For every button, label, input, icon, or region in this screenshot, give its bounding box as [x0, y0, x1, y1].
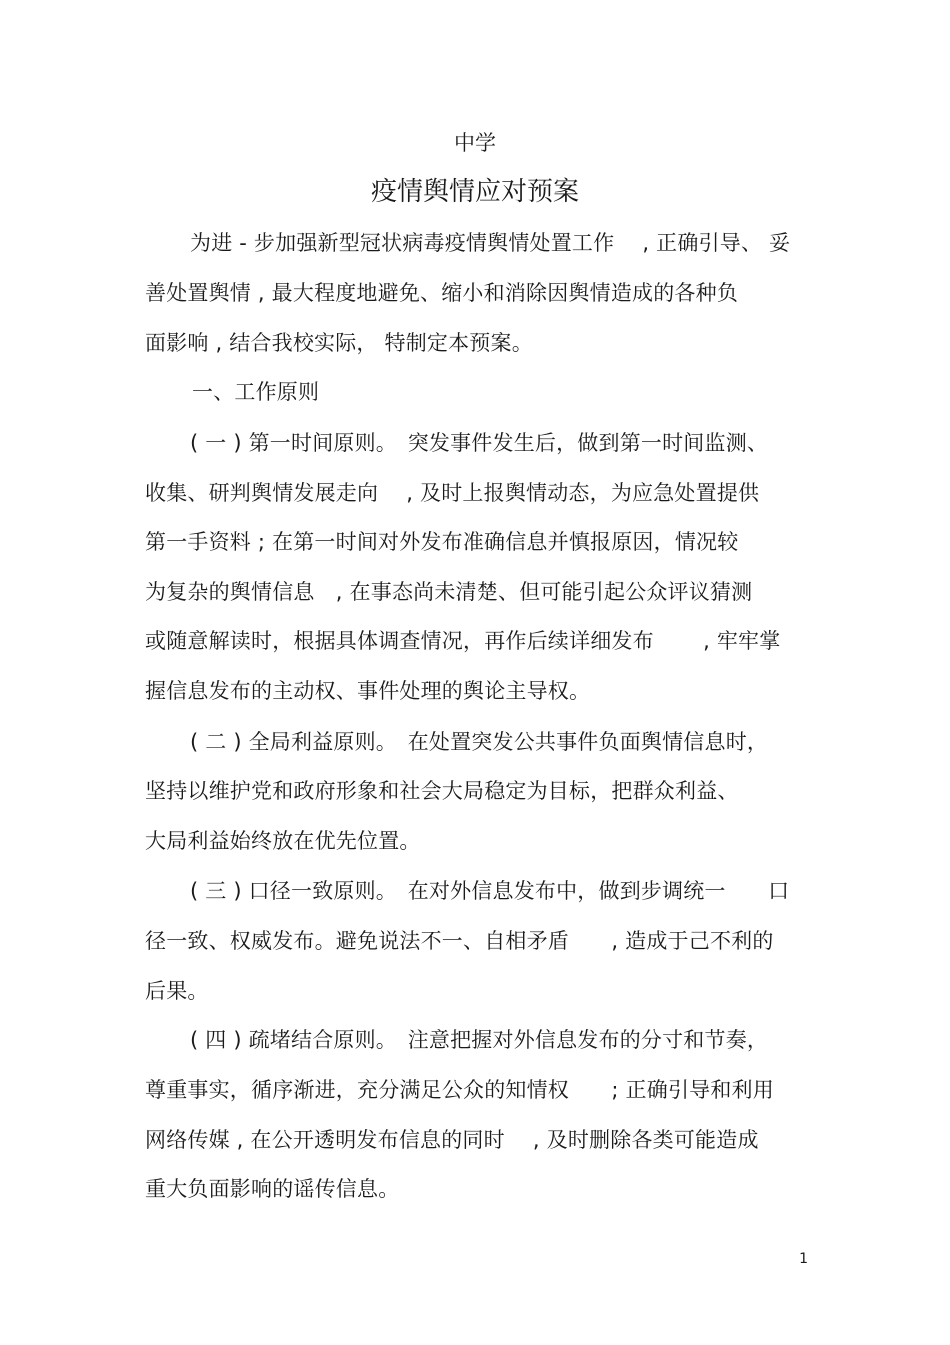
- principle-1-line-2: 收集、研判舆情发展走向 , 及时上报舆情动态，为应急处置提供: [145, 481, 760, 505]
- intro-line-1: 为进 - 步加强新型冠状病毒疫情舆情处置工作 , 正确引导、 妥: [190, 231, 791, 255]
- principle-3-line-3: 后果。: [145, 979, 209, 1003]
- principle-4-line-1: ( 四 ) 疏堵结合原则。 注意把握对外信息发布的分寸和节奏，: [190, 1028, 769, 1052]
- principle-3-line-2: 径一致、权威发布。避免说法不一、自相矛盾 , 造成于己不利的: [145, 929, 774, 953]
- school-name: 中学: [454, 131, 496, 155]
- intro-line-3: 面影响 , 结合我校实际， 特制定本预案。: [145, 331, 533, 355]
- section-heading: 一、工作原则: [192, 380, 320, 404]
- principle-2-line-3: 大局利益始终放在优先位置。: [145, 829, 421, 853]
- principle-4-line-2: 尊重事实，循序渐进，充分满足公众的知情权 ; 正确引导和利用: [145, 1078, 774, 1102]
- principle-1-line-5: 或随意解读时，根据具体调查情况，再作后续详细发布 , 牢牢掌: [145, 629, 781, 653]
- principle-3-line-1: ( 三 ) 口径一致原则。 在对外信息发布中，做到步调统一 口: [190, 879, 790, 903]
- principle-1-line-4: 为复杂的舆情信息 , 在事态尚未清楚、但可能引起公众评议猜测: [145, 580, 753, 604]
- principle-1-line-6: 握信息发布的主动权、事件处理的舆论主导权。: [145, 679, 591, 703]
- principle-1-line-3: 第一手资料 ; 在第一时间对外发布准确信息并慎报原因，情况较: [145, 530, 739, 554]
- intro-line-2: 善处置舆情 , 最大程度地避免、缩小和消除因舆情造成的各种负: [145, 281, 739, 305]
- principle-4-line-4: 重大负面影响的谣传信息。: [145, 1177, 400, 1201]
- document-title: 疫情舆情应对预案: [370, 177, 579, 207]
- principle-1-line-1: ( 一 ) 第一时间原则。 突发事件发生后，做到第一时间监测、: [190, 431, 769, 455]
- principle-4-line-3: 网络传媒 , 在公开透明发布信息的同时 , 及时删除各类可能造成: [145, 1128, 759, 1152]
- page-number: 1: [799, 1251, 808, 1267]
- principle-2-line-2: 坚持以维护党和政府形象和社会大局稳定为目标，把群众利益、: [145, 779, 739, 803]
- principle-2-line-1: ( 二 ) 全局利益原则。 在处置突发公共事件负面舆情信息时，: [190, 730, 769, 754]
